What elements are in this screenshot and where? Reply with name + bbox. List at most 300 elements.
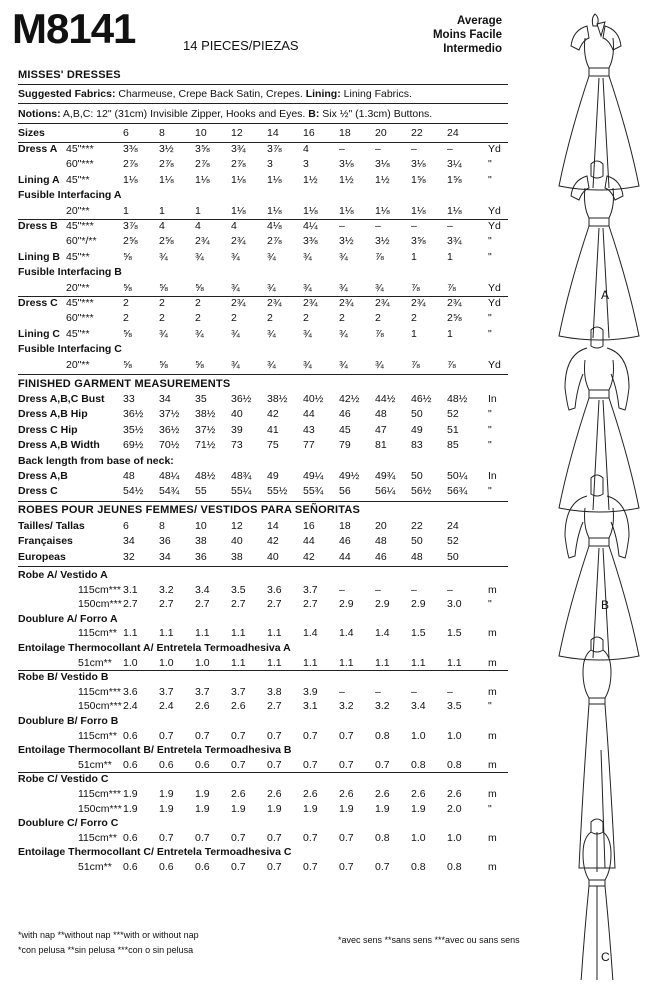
- cell-value: –: [339, 583, 345, 596]
- cell-value: 2.6: [195, 700, 210, 713]
- cell-value: 3⅝: [195, 143, 210, 155]
- cell-value: 48: [411, 550, 423, 563]
- cell-value: 2: [267, 312, 273, 325]
- cell-value: 1⅛: [375, 204, 390, 217]
- row-label: Dress A,B Hip: [18, 408, 88, 421]
- cell-value: ⅞: [375, 327, 384, 340]
- row-label: Fusible Interfacing C: [18, 343, 122, 356]
- cell-value: 46: [339, 408, 351, 421]
- cell-value: 35: [195, 393, 207, 405]
- cell-value: 1.9: [411, 802, 426, 815]
- fabric-width: 51cm**: [78, 656, 112, 669]
- cell-value: 81: [375, 439, 387, 452]
- cell-value: 44½: [375, 393, 396, 405]
- row-label: Lining A: [18, 173, 60, 186]
- cell-value: 55¾: [303, 485, 324, 498]
- figure-letter-b: B: [601, 598, 610, 612]
- cell-value: 1.9: [339, 802, 354, 815]
- cell-value: 1.1: [303, 656, 318, 669]
- unit: m: [488, 831, 497, 844]
- cell-value: 49: [411, 423, 423, 436]
- cell-value: 73: [231, 439, 243, 452]
- cell-value: 2⅝: [123, 235, 138, 248]
- cell-value: ⅝: [123, 281, 132, 294]
- notions-label: Notions:: [18, 108, 61, 120]
- cell-value: 1⅛: [159, 173, 174, 186]
- cell-value: 8: [159, 519, 165, 532]
- unit: m: [488, 656, 497, 669]
- cell-value: 54¾: [159, 485, 180, 498]
- cell-value: 0.6: [123, 861, 138, 873]
- cell-value: 54½: [123, 485, 144, 498]
- unit: Yd: [488, 143, 501, 155]
- unit: ": [488, 423, 492, 436]
- cell-value: 46: [339, 535, 351, 548]
- section-title: ROBES POUR JEUNES FEMMES/ VESTIDOS PARA SEÑORITAS: [18, 503, 361, 516]
- title: MISSES' DRESSES: [18, 69, 121, 81]
- unit: ": [488, 408, 492, 421]
- cell-value: 20: [375, 127, 387, 139]
- cell-value: 3.1: [123, 583, 138, 596]
- unit: ": [488, 598, 492, 611]
- cell-value: ⅝: [159, 358, 168, 371]
- cell-value: ⅞: [411, 358, 420, 371]
- cell-value: 22: [411, 127, 423, 139]
- unit: Yd: [488, 204, 501, 217]
- cell-value: ⅝: [123, 327, 132, 340]
- cell-value: 16: [303, 519, 315, 532]
- cell-value: 1.1: [195, 627, 210, 640]
- cell-value: 2.6: [267, 788, 282, 800]
- cell-value: 0.7: [159, 729, 174, 742]
- row-label: Dress C Hip: [18, 423, 78, 436]
- fabric-width: 45"**: [66, 327, 90, 340]
- cell-value: 0.7: [231, 729, 246, 742]
- dress-illustrations: [525, 0, 663, 980]
- cell-value: 4: [159, 220, 165, 232]
- cell-value: –: [339, 143, 345, 155]
- cell-value: ⅞: [447, 358, 456, 371]
- cell-value: ¾: [267, 281, 276, 294]
- cell-value: 0.7: [375, 758, 390, 771]
- unit: ": [488, 235, 492, 248]
- row-label: Fusible Interfacing B: [18, 266, 122, 279]
- cell-value: 3½: [339, 235, 354, 248]
- cell-value: 2¾: [339, 297, 354, 309]
- cell-value: 55½: [267, 485, 288, 498]
- cell-value: 3.0: [447, 598, 462, 611]
- cell-value: 1.9: [123, 788, 138, 800]
- unit: ": [488, 158, 492, 171]
- suggested-fabrics-text: Charmeuse, Crepe Back Satin, Crepes.: [118, 88, 303, 100]
- unit: m: [488, 627, 497, 640]
- cell-value: ¾: [267, 250, 276, 263]
- cell-value: 1.9: [195, 802, 210, 815]
- cell-value: 1.1: [267, 656, 282, 669]
- suggested-fabrics-label: Suggested Fabrics:: [18, 88, 116, 100]
- cell-value: 1⅛: [267, 204, 282, 217]
- cell-value: 3: [267, 158, 273, 171]
- cell-value: 2.6: [411, 788, 426, 800]
- cell-value: 2.6: [231, 700, 246, 713]
- dress-b-sketch: [559, 327, 639, 512]
- cell-value: 36½: [159, 423, 180, 436]
- cell-value: –: [375, 143, 381, 155]
- cell-value: ¾: [303, 281, 312, 294]
- cell-value: –: [411, 685, 417, 698]
- cell-value: 34: [159, 550, 171, 563]
- footnote-es: *con pelusa **sin pelusa ***con o sin pelusa: [18, 945, 194, 955]
- unit: ": [488, 700, 492, 713]
- cell-value: 51: [447, 423, 459, 436]
- cell-value: ¾: [303, 327, 312, 340]
- row-label: Entoilage Thermocollant B/ Entretela Termoadhesiva B: [18, 744, 292, 757]
- divider: [18, 103, 508, 104]
- fabric-width: 150cm***: [78, 598, 122, 611]
- cell-value: 0.7: [303, 861, 318, 873]
- cell-value: 49½: [339, 470, 360, 482]
- unit: m: [488, 685, 497, 698]
- fabric-width: 45"***: [66, 220, 94, 232]
- fabric-width: 20"**: [66, 358, 90, 371]
- cell-value: 36: [159, 535, 171, 548]
- cell-value: 33: [123, 393, 135, 405]
- cell-value: 20: [375, 519, 387, 532]
- cell-value: 3¾: [231, 143, 246, 155]
- cell-value: 3.2: [339, 700, 354, 713]
- cell-value: ¾: [375, 281, 384, 294]
- cell-value: 44: [303, 408, 315, 421]
- figure-letter-a: A: [601, 288, 610, 302]
- cell-value: 3.8: [267, 685, 282, 698]
- cell-value: 18: [339, 519, 351, 532]
- cell-value: 0.7: [231, 758, 246, 771]
- cell-value: 0.7: [303, 831, 318, 844]
- cell-value: 8: [159, 127, 165, 139]
- cell-value: 1⅝: [411, 173, 426, 186]
- row-label: Robe B/ Vestido B: [18, 671, 109, 684]
- cell-value: 3⅛: [339, 158, 354, 171]
- cell-value: 69½: [123, 439, 144, 452]
- cell-value: ¾: [231, 327, 240, 340]
- cell-value: 48¼: [159, 470, 180, 482]
- cell-value: –: [411, 583, 417, 596]
- unit: ": [488, 250, 492, 263]
- cell-value: 2¾: [195, 235, 210, 248]
- row-label: Dress A,B: [18, 470, 68, 482]
- divider: [18, 566, 508, 567]
- cell-value: 22: [411, 519, 423, 532]
- row-label: Tailles/ Tallas: [18, 519, 85, 532]
- cell-value: 2: [375, 312, 381, 325]
- figure-letter-c: C: [601, 950, 610, 964]
- cell-value: ¾: [231, 281, 240, 294]
- cell-value: 40: [231, 408, 243, 421]
- section-title: FINISHED GARMENT MEASUREMENTS: [18, 378, 231, 390]
- cell-value: 1: [195, 204, 201, 217]
- cell-value: 3.6: [267, 583, 282, 596]
- cell-value: 50: [411, 535, 423, 548]
- cell-value: 38½: [195, 408, 216, 421]
- cell-value: 0.8: [411, 861, 426, 873]
- cell-value: 0.7: [339, 758, 354, 771]
- cell-value: 0.7: [339, 831, 354, 844]
- cell-value: 2⅞: [123, 158, 138, 171]
- unit: ": [488, 327, 492, 340]
- cell-value: ¾: [267, 327, 276, 340]
- cell-value: 1.1: [123, 627, 138, 640]
- cell-value: 55¼: [231, 485, 252, 498]
- cell-value: 71½: [195, 439, 216, 452]
- cell-value: 1½: [339, 173, 354, 186]
- cell-value: 2⅝: [159, 235, 174, 248]
- row-label: Robe A/ Vestido A: [18, 569, 108, 581]
- row-label: Entoilage Thermocollant A/ Entretela Termoadhesiva A: [18, 642, 291, 654]
- cell-value: 49¼: [303, 470, 324, 482]
- cell-value: 3.7: [159, 685, 174, 698]
- cell-value: 2.7: [195, 598, 210, 611]
- cell-value: ¾: [159, 250, 168, 263]
- cell-value: 35½: [123, 423, 144, 436]
- row-label: Lining B: [18, 250, 60, 263]
- cell-value: 56¼: [375, 485, 396, 498]
- cell-value: –: [447, 685, 453, 698]
- row-label: Back length from base of neck:: [18, 454, 174, 467]
- cell-value: 0.7: [267, 831, 282, 844]
- cell-value: 48: [123, 470, 135, 482]
- cell-value: 1.9: [303, 802, 318, 815]
- cell-value: 3.9: [303, 685, 318, 698]
- cell-value: 38: [231, 550, 243, 563]
- cell-value: 1.9: [159, 788, 174, 800]
- divider: [18, 374, 508, 375]
- cell-value: 0.8: [411, 758, 426, 771]
- cell-value: ¾: [159, 327, 168, 340]
- cell-value: 85: [447, 439, 459, 452]
- cell-value: 0.8: [447, 758, 462, 771]
- cell-value: 1.1: [375, 656, 390, 669]
- fabric-width: 150cm***: [78, 700, 122, 713]
- row-label: Robe C/ Vestido C: [18, 773, 109, 786]
- cell-value: 37½: [159, 408, 180, 421]
- fabric-width: 20"**: [66, 281, 90, 294]
- cell-value: 50: [411, 408, 423, 421]
- difficulty-level: [418, 14, 502, 56]
- row-label: Doublure B/ Forro B: [18, 715, 119, 727]
- cell-value: ¾: [231, 358, 240, 371]
- cell-value: 1½: [375, 173, 390, 186]
- cell-value: 52: [447, 408, 459, 421]
- cell-value: 0.7: [267, 729, 282, 742]
- cell-value: 0.7: [303, 758, 318, 771]
- unit: m: [488, 729, 497, 742]
- cell-value: 2: [411, 312, 417, 325]
- cell-value: –: [411, 220, 417, 232]
- cell-value: 1.0: [447, 729, 462, 742]
- cell-value: 1⅛: [123, 173, 138, 186]
- cell-value: 48: [375, 535, 387, 548]
- cell-value: 0.6: [195, 861, 210, 873]
- cell-value: 3.5: [231, 583, 246, 596]
- row-label: Françaises: [18, 535, 73, 548]
- unit: ": [488, 439, 492, 452]
- notions-b-label: B:: [308, 108, 320, 120]
- cell-value: 83: [411, 439, 423, 452]
- cell-value: 0.8: [447, 861, 462, 873]
- cell-value: –: [375, 685, 381, 698]
- cell-value: 3.6: [123, 685, 138, 698]
- cell-value: 1.0: [411, 729, 426, 742]
- cell-value: 4: [303, 143, 309, 155]
- unit: ": [488, 802, 492, 815]
- cell-value: 1.5: [411, 627, 426, 640]
- cell-value: 43: [303, 423, 315, 436]
- fabric-width: 51cm**: [78, 861, 112, 873]
- cell-value: 77: [303, 439, 315, 452]
- unit: m: [488, 788, 497, 800]
- cell-value: 0.7: [303, 729, 318, 742]
- row-label: Dress A: [18, 143, 58, 155]
- cell-value: 0.7: [195, 729, 210, 742]
- unit: ": [488, 312, 492, 325]
- cell-value: 12: [231, 519, 243, 532]
- cell-value: 50: [411, 470, 423, 482]
- difficulty-en: Average: [457, 15, 502, 27]
- cell-value: 0.7: [159, 831, 174, 844]
- cell-value: 2.7: [267, 598, 282, 611]
- cell-value: ¾: [375, 358, 384, 371]
- cell-value: ¾: [303, 250, 312, 263]
- cell-value: 1.9: [159, 802, 174, 815]
- cell-value: 0.8: [375, 729, 390, 742]
- footnote-en: *with nap **without nap ***with or without nap: [18, 930, 199, 940]
- cell-value: 4¼: [303, 220, 318, 232]
- cell-value: ¾: [339, 250, 348, 263]
- cell-value: 55: [195, 485, 207, 498]
- cell-value: 1.1: [231, 656, 246, 669]
- cell-value: 2: [339, 312, 345, 325]
- cell-value: 2: [159, 312, 165, 325]
- cell-value: 3⅛: [375, 158, 390, 171]
- cell-value: 3⅞: [123, 220, 138, 232]
- cell-value: 2.4: [123, 700, 138, 713]
- cell-value: 46: [375, 550, 387, 563]
- unit: In: [488, 393, 497, 405]
- cell-value: 2.6: [339, 788, 354, 800]
- cell-value: 4: [231, 220, 237, 232]
- notions: [18, 108, 432, 120]
- cell-value: 3.1: [303, 700, 318, 713]
- cell-value: 14: [267, 519, 279, 532]
- cell-value: 4⅛: [267, 220, 282, 232]
- cell-value: 48½: [195, 470, 216, 482]
- cell-value: 48½: [447, 393, 468, 405]
- cell-value: 18: [339, 127, 351, 139]
- cell-value: 0.7: [339, 861, 354, 873]
- pattern-number: M8141: [12, 5, 136, 52]
- cell-value: 37½: [195, 423, 216, 436]
- cell-value: –: [447, 583, 453, 596]
- cell-value: 1.1: [159, 627, 174, 640]
- unit: Yd: [488, 220, 501, 232]
- cell-value: ¾: [303, 358, 312, 371]
- cell-value: 3.2: [375, 700, 390, 713]
- cell-value: 1.9: [195, 788, 210, 800]
- unit: m: [488, 758, 497, 771]
- dress-b-sleeve-sketch: [559, 475, 639, 660]
- cell-value: 6: [123, 519, 129, 532]
- cell-value: ¾: [339, 281, 348, 294]
- cell-value: 2⅝: [447, 312, 462, 325]
- cell-value: 2.6: [447, 788, 462, 800]
- cell-value: 36½: [123, 408, 144, 421]
- cell-value: 3½: [159, 143, 174, 155]
- cell-value: 1.0: [447, 831, 462, 844]
- cell-value: 1.1: [447, 656, 462, 669]
- cell-value: 1.9: [375, 802, 390, 815]
- unit: ": [488, 173, 492, 186]
- cell-value: 3.4: [195, 583, 210, 596]
- cell-value: 2⅞: [267, 235, 282, 248]
- cell-value: 2¾: [231, 235, 246, 248]
- cell-value: ¾: [231, 250, 240, 263]
- fabric-width: 60"***: [66, 312, 94, 325]
- notions-b-text: Six ½" (1.3cm) Buttons.: [322, 108, 433, 120]
- cell-value: –: [339, 685, 345, 698]
- cell-value: 38½: [267, 393, 288, 405]
- cell-value: 0.6: [123, 758, 138, 771]
- cell-value: 0.6: [195, 758, 210, 771]
- cell-value: 2.4: [159, 700, 174, 713]
- fabric-width: 60"***: [66, 158, 94, 171]
- cell-value: 3⅛: [411, 158, 426, 171]
- dress-sketches: [525, 0, 663, 980]
- cell-value: –: [339, 220, 345, 232]
- cell-value: 40: [267, 550, 279, 563]
- cell-value: 1.9: [123, 802, 138, 815]
- unit: In: [488, 470, 497, 482]
- cell-value: 1.1: [267, 627, 282, 640]
- cell-value: 2.7: [267, 700, 282, 713]
- cell-value: 42: [267, 535, 279, 548]
- cell-value: 2: [123, 297, 129, 309]
- cell-value: 1.4: [375, 627, 390, 640]
- row-label: Doublure A/ Forro A: [18, 612, 118, 625]
- cell-value: 2: [231, 312, 237, 325]
- cell-value: 45: [339, 423, 351, 436]
- unit: Yd: [488, 358, 501, 371]
- cell-value: 2⅞: [231, 158, 246, 171]
- cell-value: 38: [195, 535, 207, 548]
- cell-value: 1.0: [411, 831, 426, 844]
- cell-value: 40½: [303, 393, 324, 405]
- cell-value: 0.7: [267, 758, 282, 771]
- cell-value: 4: [195, 220, 201, 232]
- cell-value: 0.7: [231, 831, 246, 844]
- cell-value: 48¾: [231, 470, 252, 482]
- cell-value: 3⅞: [267, 143, 282, 155]
- fabric-width: 45"***: [66, 143, 94, 155]
- cell-value: 2¾: [231, 297, 246, 309]
- cell-value: 1: [159, 204, 165, 217]
- cell-value: 36½: [231, 393, 252, 405]
- cell-value: 0.6: [123, 729, 138, 742]
- cell-value: 2.7: [303, 598, 318, 611]
- cell-value: 1: [411, 327, 417, 340]
- cell-value: 70½: [159, 439, 180, 452]
- fabric-width: 115cm***: [78, 685, 121, 698]
- cell-value: 49: [267, 470, 279, 482]
